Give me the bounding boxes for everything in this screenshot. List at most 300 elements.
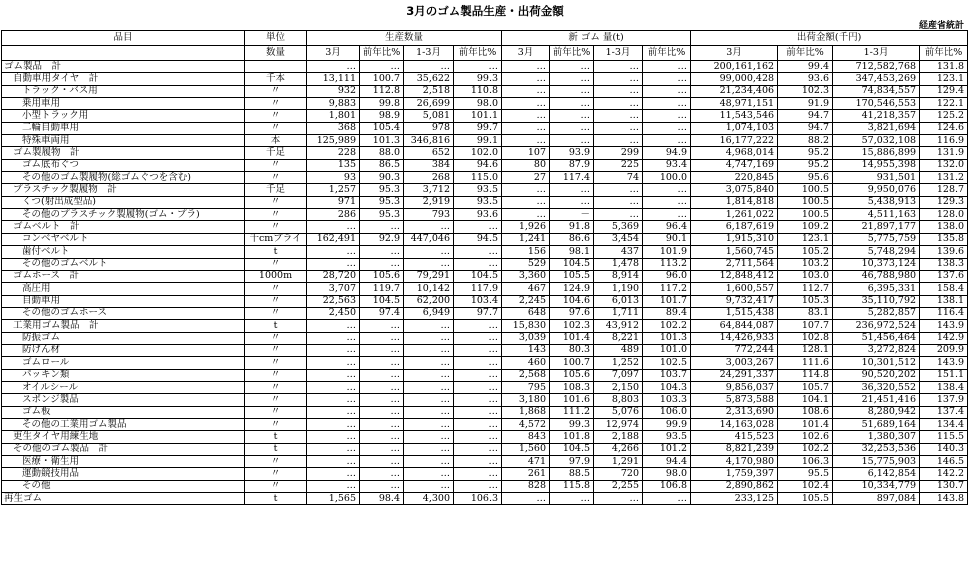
row-value: 1,074,103: [691, 122, 778, 134]
row-value: 99.3: [454, 73, 502, 85]
row-item-name: 工業用ゴム製品 計: [2, 320, 245, 332]
table-row: [2, 394, 968, 406]
row-value: 2,568: [502, 369, 550, 381]
row-value: 5,775,759: [833, 233, 920, 245]
row-value: 447,046: [404, 233, 454, 245]
row-value: 88.2: [778, 135, 833, 147]
row-value: 1,565: [307, 493, 360, 505]
row-value: 94.4: [643, 456, 691, 468]
row-unit: 〃: [245, 159, 307, 171]
row-value: 94.9: [643, 147, 691, 159]
row-value: …: [594, 73, 643, 85]
row-value: 200,161,162: [691, 61, 778, 73]
row-value: 437: [594, 246, 643, 258]
subheader: 前年比%: [454, 46, 502, 61]
row-value: 86.5: [360, 159, 404, 171]
row-value: 101.3: [643, 332, 691, 344]
row-item-name: コンベヤベルト: [2, 233, 245, 245]
row-value: 105.6: [360, 270, 404, 282]
row-value: 137.4: [920, 406, 968, 418]
row-value: 5,282,857: [833, 307, 920, 319]
row-value: 261: [502, 468, 550, 480]
row-value: 100.5: [778, 196, 833, 208]
row-value: 138.0: [920, 221, 968, 233]
row-value: 143.9: [920, 357, 968, 369]
row-value: …: [454, 332, 502, 344]
row-value: 51,689,164: [833, 418, 920, 430]
row-value: 5,438,913: [833, 196, 920, 208]
row-value: …: [360, 418, 404, 430]
row-value: …: [360, 221, 404, 233]
row-value: 648: [502, 307, 550, 319]
table-row: [2, 283, 968, 295]
row-value: 109.2: [778, 221, 833, 233]
table-row: [2, 431, 968, 443]
header-shipment: 出荷金額(千円): [691, 31, 968, 46]
row-value: 11,543,546: [691, 110, 778, 122]
row-value: 112.8: [360, 85, 404, 97]
table-row: [2, 357, 968, 369]
row-value: 93.5: [643, 431, 691, 443]
row-value: 101.1: [454, 110, 502, 122]
row-value: 6,187,619: [691, 221, 778, 233]
row-item-name: 自動車用タイヤ 計: [2, 73, 245, 85]
row-item-name: 特殊車両用: [2, 135, 245, 147]
row-value: 111.6: [778, 357, 833, 369]
row-value: 1,711: [594, 307, 643, 319]
table-row: [2, 147, 968, 159]
row-value: …: [594, 61, 643, 73]
row-value: 131.9: [920, 147, 968, 159]
row-value: 74: [594, 172, 643, 184]
row-value: 931,501: [833, 172, 920, 184]
row-value: 1,801: [307, 110, 360, 122]
row-value: 8,914: [594, 270, 643, 282]
table-row: [2, 468, 968, 480]
row-value: …: [454, 431, 502, 443]
row-value: 1,600,557: [691, 283, 778, 295]
row-value: 140.3: [920, 443, 968, 455]
row-value: 99.7: [454, 122, 502, 134]
row-value: …: [550, 85, 594, 97]
row-unit: 〃: [245, 110, 307, 122]
row-value: …: [404, 456, 454, 468]
row-value: 93.4: [643, 159, 691, 171]
row-value: 22,563: [307, 295, 360, 307]
row-unit: 〃: [245, 369, 307, 381]
row-value: 104.5: [550, 443, 594, 455]
row-value: 97.4: [360, 307, 404, 319]
row-value: 27: [502, 172, 550, 184]
row-value: 98.0: [454, 98, 502, 110]
row-value: …: [454, 258, 502, 270]
row-value: 129.3: [920, 196, 968, 208]
row-value: 90,520,202: [833, 369, 920, 381]
row-value: 105.5: [778, 493, 833, 505]
row-item-name: 二輪自動車用: [2, 122, 245, 134]
row-value: 93.6: [778, 73, 833, 85]
subheader: 3月: [502, 46, 550, 61]
row-value: 94.6: [454, 159, 502, 171]
row-unit: 〃: [245, 406, 307, 418]
row-value: 233,125: [691, 493, 778, 505]
row-value: 64,844,087: [691, 320, 778, 332]
row-value: 95.2: [778, 159, 833, 171]
header-quantity: 数量: [245, 46, 307, 61]
row-item-name: 再生ゴム: [2, 493, 245, 505]
row-value: 3,272,824: [833, 344, 920, 356]
subheader: 前年比%: [920, 46, 968, 61]
row-value: 228: [307, 147, 360, 159]
row-value: 97.9: [550, 456, 594, 468]
row-value: 146.5: [920, 456, 968, 468]
row-value: 83.1: [778, 307, 833, 319]
row-value: …: [307, 332, 360, 344]
row-value: 6,142,854: [833, 468, 920, 480]
row-unit: 〃: [245, 480, 307, 492]
row-item-name: 防げん材: [2, 344, 245, 356]
row-value: 95.5: [778, 468, 833, 480]
row-value: 92.9: [360, 233, 404, 245]
row-value: …: [550, 493, 594, 505]
row-value: 772,244: [691, 344, 778, 356]
row-item-name: 小型トラック用: [2, 110, 245, 122]
row-value: …: [454, 406, 502, 418]
row-value: 3,039: [502, 332, 550, 344]
row-value: 5,369: [594, 221, 643, 233]
row-value: …: [594, 110, 643, 122]
row-value: 101.4: [550, 332, 594, 344]
table-body: [2, 61, 968, 505]
row-unit: 〃: [245, 283, 307, 295]
row-value: …: [404, 61, 454, 73]
table-row: [2, 209, 968, 221]
row-value: 795: [502, 381, 550, 393]
row-value: 138.3: [920, 258, 968, 270]
row-value: …: [643, 184, 691, 196]
row-value: 131.2: [920, 172, 968, 184]
row-item-name: ゴム製履物 計: [2, 147, 245, 159]
row-item-name: ゴム底布ぐつ: [2, 159, 245, 171]
row-value: 32,253,536: [833, 443, 920, 455]
row-unit: 〃: [245, 295, 307, 307]
row-unit: 〃: [245, 172, 307, 184]
row-value: …: [404, 418, 454, 430]
row-value: 113.2: [643, 258, 691, 270]
row-value: 93.5: [454, 196, 502, 208]
row-value: 106.3: [778, 456, 833, 468]
row-value: 21,897,177: [833, 221, 920, 233]
row-unit: 〃: [245, 394, 307, 406]
row-value: 2,245: [502, 295, 550, 307]
row-value: 6,013: [594, 295, 643, 307]
row-value: …: [360, 246, 404, 258]
row-value: 143.9: [920, 320, 968, 332]
row-value: …: [594, 196, 643, 208]
row-unit: t: [245, 443, 307, 455]
row-value: 102.3: [550, 320, 594, 332]
row-value: 10,334,779: [833, 480, 920, 492]
row-value: 8,803: [594, 394, 643, 406]
row-value: 117.2: [643, 283, 691, 295]
row-value: 1,261,022: [691, 209, 778, 221]
row-value: 10,301,512: [833, 357, 920, 369]
row-unit: [245, 61, 307, 73]
row-value: …: [643, 135, 691, 147]
row-value: 14,426,933: [691, 332, 778, 344]
row-value: …: [404, 221, 454, 233]
row-value: 101.8: [550, 431, 594, 443]
row-value: 1,814,818: [691, 196, 778, 208]
table-row: [2, 221, 968, 233]
row-value: 158.4: [920, 283, 968, 295]
row-value: …: [502, 135, 550, 147]
row-value: 7,097: [594, 369, 643, 381]
subheader: 3月: [307, 46, 360, 61]
row-value: 828: [502, 480, 550, 492]
row-value: …: [307, 418, 360, 430]
row-item-name: ゴムベルト 計: [2, 221, 245, 233]
row-value: 102.3: [778, 85, 833, 97]
row-value: 111.2: [550, 406, 594, 418]
subheader: 前年比%: [643, 46, 691, 61]
row-value: 125.2: [920, 110, 968, 122]
row-value: 3,075,840: [691, 184, 778, 196]
row-value: 103.7: [643, 369, 691, 381]
row-value: …: [502, 122, 550, 134]
row-value: 843: [502, 431, 550, 443]
row-value: …: [454, 468, 502, 480]
row-value: 138.4: [920, 381, 968, 393]
row-value: 41,218,357: [833, 110, 920, 122]
row-unit: 〃: [245, 307, 307, 319]
row-item-name: 乗用車用: [2, 98, 245, 110]
row-value: …: [502, 85, 550, 97]
row-value: 104.5: [454, 270, 502, 282]
row-value: …: [643, 209, 691, 221]
row-value: …: [643, 73, 691, 85]
row-unit: 〃: [245, 98, 307, 110]
row-value: 12,848,412: [691, 270, 778, 282]
table-row: [2, 369, 968, 381]
row-item-name: 防振ゴム: [2, 332, 245, 344]
row-value: 93.9: [550, 147, 594, 159]
row-value: …: [404, 480, 454, 492]
row-value: 79,291: [404, 270, 454, 282]
row-value: 110.8: [454, 85, 502, 97]
row-value: …: [454, 320, 502, 332]
row-value: …: [360, 344, 404, 356]
row-value: 115.0: [454, 172, 502, 184]
row-value: 460: [502, 357, 550, 369]
row-value: 95.3: [360, 209, 404, 221]
row-value: 93.5: [454, 184, 502, 196]
row-value: 102.6: [778, 431, 833, 443]
row-unit: t: [245, 431, 307, 443]
row-value: 96.4: [643, 221, 691, 233]
row-value: 1,478: [594, 258, 643, 270]
row-value: 15,886,899: [833, 147, 920, 159]
row-unit: 〃: [245, 196, 307, 208]
table-row: [2, 456, 968, 468]
row-value: 100.5: [778, 209, 833, 221]
row-value: 125,989: [307, 135, 360, 147]
row-value: 4,300: [404, 493, 454, 505]
row-value: 1,560: [502, 443, 550, 455]
row-value: 101.9: [643, 246, 691, 258]
row-unit: 千本: [245, 73, 307, 85]
row-value: 1,759,397: [691, 468, 778, 480]
row-value: 2,890,862: [691, 480, 778, 492]
row-value: 2,313,690: [691, 406, 778, 418]
row-value: …: [404, 332, 454, 344]
table-row: [2, 61, 968, 73]
row-value: …: [404, 344, 454, 356]
row-value: …: [502, 493, 550, 505]
row-value: …: [307, 381, 360, 393]
row-value: 95.3: [360, 196, 404, 208]
row-value: …: [454, 221, 502, 233]
row-value: 117.4: [550, 172, 594, 184]
row-value: 95.3: [360, 184, 404, 196]
row-value: …: [643, 493, 691, 505]
table-row: [2, 480, 968, 492]
row-value: 102.8: [778, 332, 833, 344]
row-value: 123.1: [920, 73, 968, 85]
row-value: 143.8: [920, 493, 968, 505]
row-value: 2,150: [594, 381, 643, 393]
row-item-name: 医療・衛生用: [2, 456, 245, 468]
row-value: …: [307, 258, 360, 270]
row-value: 1,257: [307, 184, 360, 196]
row-value: 236,972,524: [833, 320, 920, 332]
row-value: 932: [307, 85, 360, 97]
row-value: …: [502, 196, 550, 208]
row-value: 3,707: [307, 283, 360, 295]
row-value: 97.7: [454, 307, 502, 319]
row-value: …: [454, 480, 502, 492]
row-value: 102.4: [778, 480, 833, 492]
row-value: …: [454, 418, 502, 430]
row-value: 105.3: [778, 295, 833, 307]
row-value: 88.0: [360, 147, 404, 159]
row-item-name: 歯付ベルト: [2, 246, 245, 258]
row-value: 128.0: [920, 209, 968, 221]
row-value: 529: [502, 258, 550, 270]
row-value: 12,974: [594, 418, 643, 430]
row-value: 1,241: [502, 233, 550, 245]
row-value: 16,177,222: [691, 135, 778, 147]
row-value: 105.5: [550, 270, 594, 282]
table-row: [2, 159, 968, 171]
row-value: 99.4: [778, 61, 833, 73]
row-value: 112.7: [778, 283, 833, 295]
row-value: 101.7: [643, 295, 691, 307]
row-value: 135.8: [920, 233, 968, 245]
table-row: [2, 172, 968, 184]
row-value: 135: [307, 159, 360, 171]
row-value: 36,320,552: [833, 381, 920, 393]
row-value: 28,720: [307, 270, 360, 282]
row-value: 119.7: [360, 283, 404, 295]
row-value: 95.2: [778, 147, 833, 159]
row-value: …: [404, 394, 454, 406]
row-value: 6,395,331: [833, 283, 920, 295]
row-value: 15,830: [502, 320, 550, 332]
row-value: …: [360, 357, 404, 369]
row-item-name: 高圧用: [2, 283, 245, 295]
row-value: …: [643, 85, 691, 97]
row-value: 5,081: [404, 110, 454, 122]
row-item-name: トラック・バス用: [2, 85, 245, 97]
row-value: …: [502, 209, 550, 221]
row-unit: t: [245, 246, 307, 258]
row-value: 347,453,269: [833, 73, 920, 85]
row-value: 978: [404, 122, 454, 134]
row-value: 162,491: [307, 233, 360, 245]
row-value: 9,856,037: [691, 381, 778, 393]
row-value: 104.5: [360, 295, 404, 307]
row-value: 1,190: [594, 283, 643, 295]
row-value: 101.6: [550, 394, 594, 406]
row-value: …: [307, 431, 360, 443]
row-value: …: [307, 357, 360, 369]
row-value: 102.2: [643, 320, 691, 332]
row-item-name: ゴムホース 計: [2, 270, 245, 282]
row-value: …: [594, 85, 643, 97]
row-value: 2,711,564: [691, 258, 778, 270]
table-row: [2, 493, 968, 505]
row-value: 102.5: [643, 357, 691, 369]
row-value: 10,142: [404, 283, 454, 295]
row-value: …: [360, 394, 404, 406]
row-value: …: [307, 246, 360, 258]
subheader: 1-3月: [594, 46, 643, 61]
row-value: 14,163,028: [691, 418, 778, 430]
header-item-blank: [2, 46, 245, 61]
row-value: 99.9: [643, 418, 691, 430]
row-item-name: スポンジ製品: [2, 394, 245, 406]
row-value: 99.1: [454, 135, 502, 147]
row-value: 105.2: [778, 246, 833, 258]
row-value: 91.8: [550, 221, 594, 233]
row-value: 46,788,980: [833, 270, 920, 282]
row-value: 122.1: [920, 98, 968, 110]
subheader: 前年比%: [550, 46, 594, 61]
row-value: …: [360, 332, 404, 344]
row-value: …: [360, 443, 404, 455]
row-value: 712,582,768: [833, 61, 920, 73]
row-value: …: [307, 61, 360, 73]
row-item-name: 自動車用: [2, 295, 245, 307]
table-row: [2, 320, 968, 332]
row-value: …: [550, 196, 594, 208]
row-value: 720: [594, 468, 643, 480]
row-value: …: [502, 110, 550, 122]
row-value: 26,699: [404, 98, 454, 110]
row-value: …: [404, 406, 454, 418]
row-value: …: [360, 456, 404, 468]
row-value: 9,950,076: [833, 184, 920, 196]
row-value: 384: [404, 159, 454, 171]
row-value: 138.1: [920, 295, 968, 307]
header-production: 生産数量: [307, 31, 502, 46]
row-value: 21,234,406: [691, 85, 778, 97]
row-value: 101.3: [360, 135, 404, 147]
row-value: 103.2: [778, 258, 833, 270]
row-value: 129.4: [920, 85, 968, 97]
row-item-name: その他のゴムホース: [2, 307, 245, 319]
